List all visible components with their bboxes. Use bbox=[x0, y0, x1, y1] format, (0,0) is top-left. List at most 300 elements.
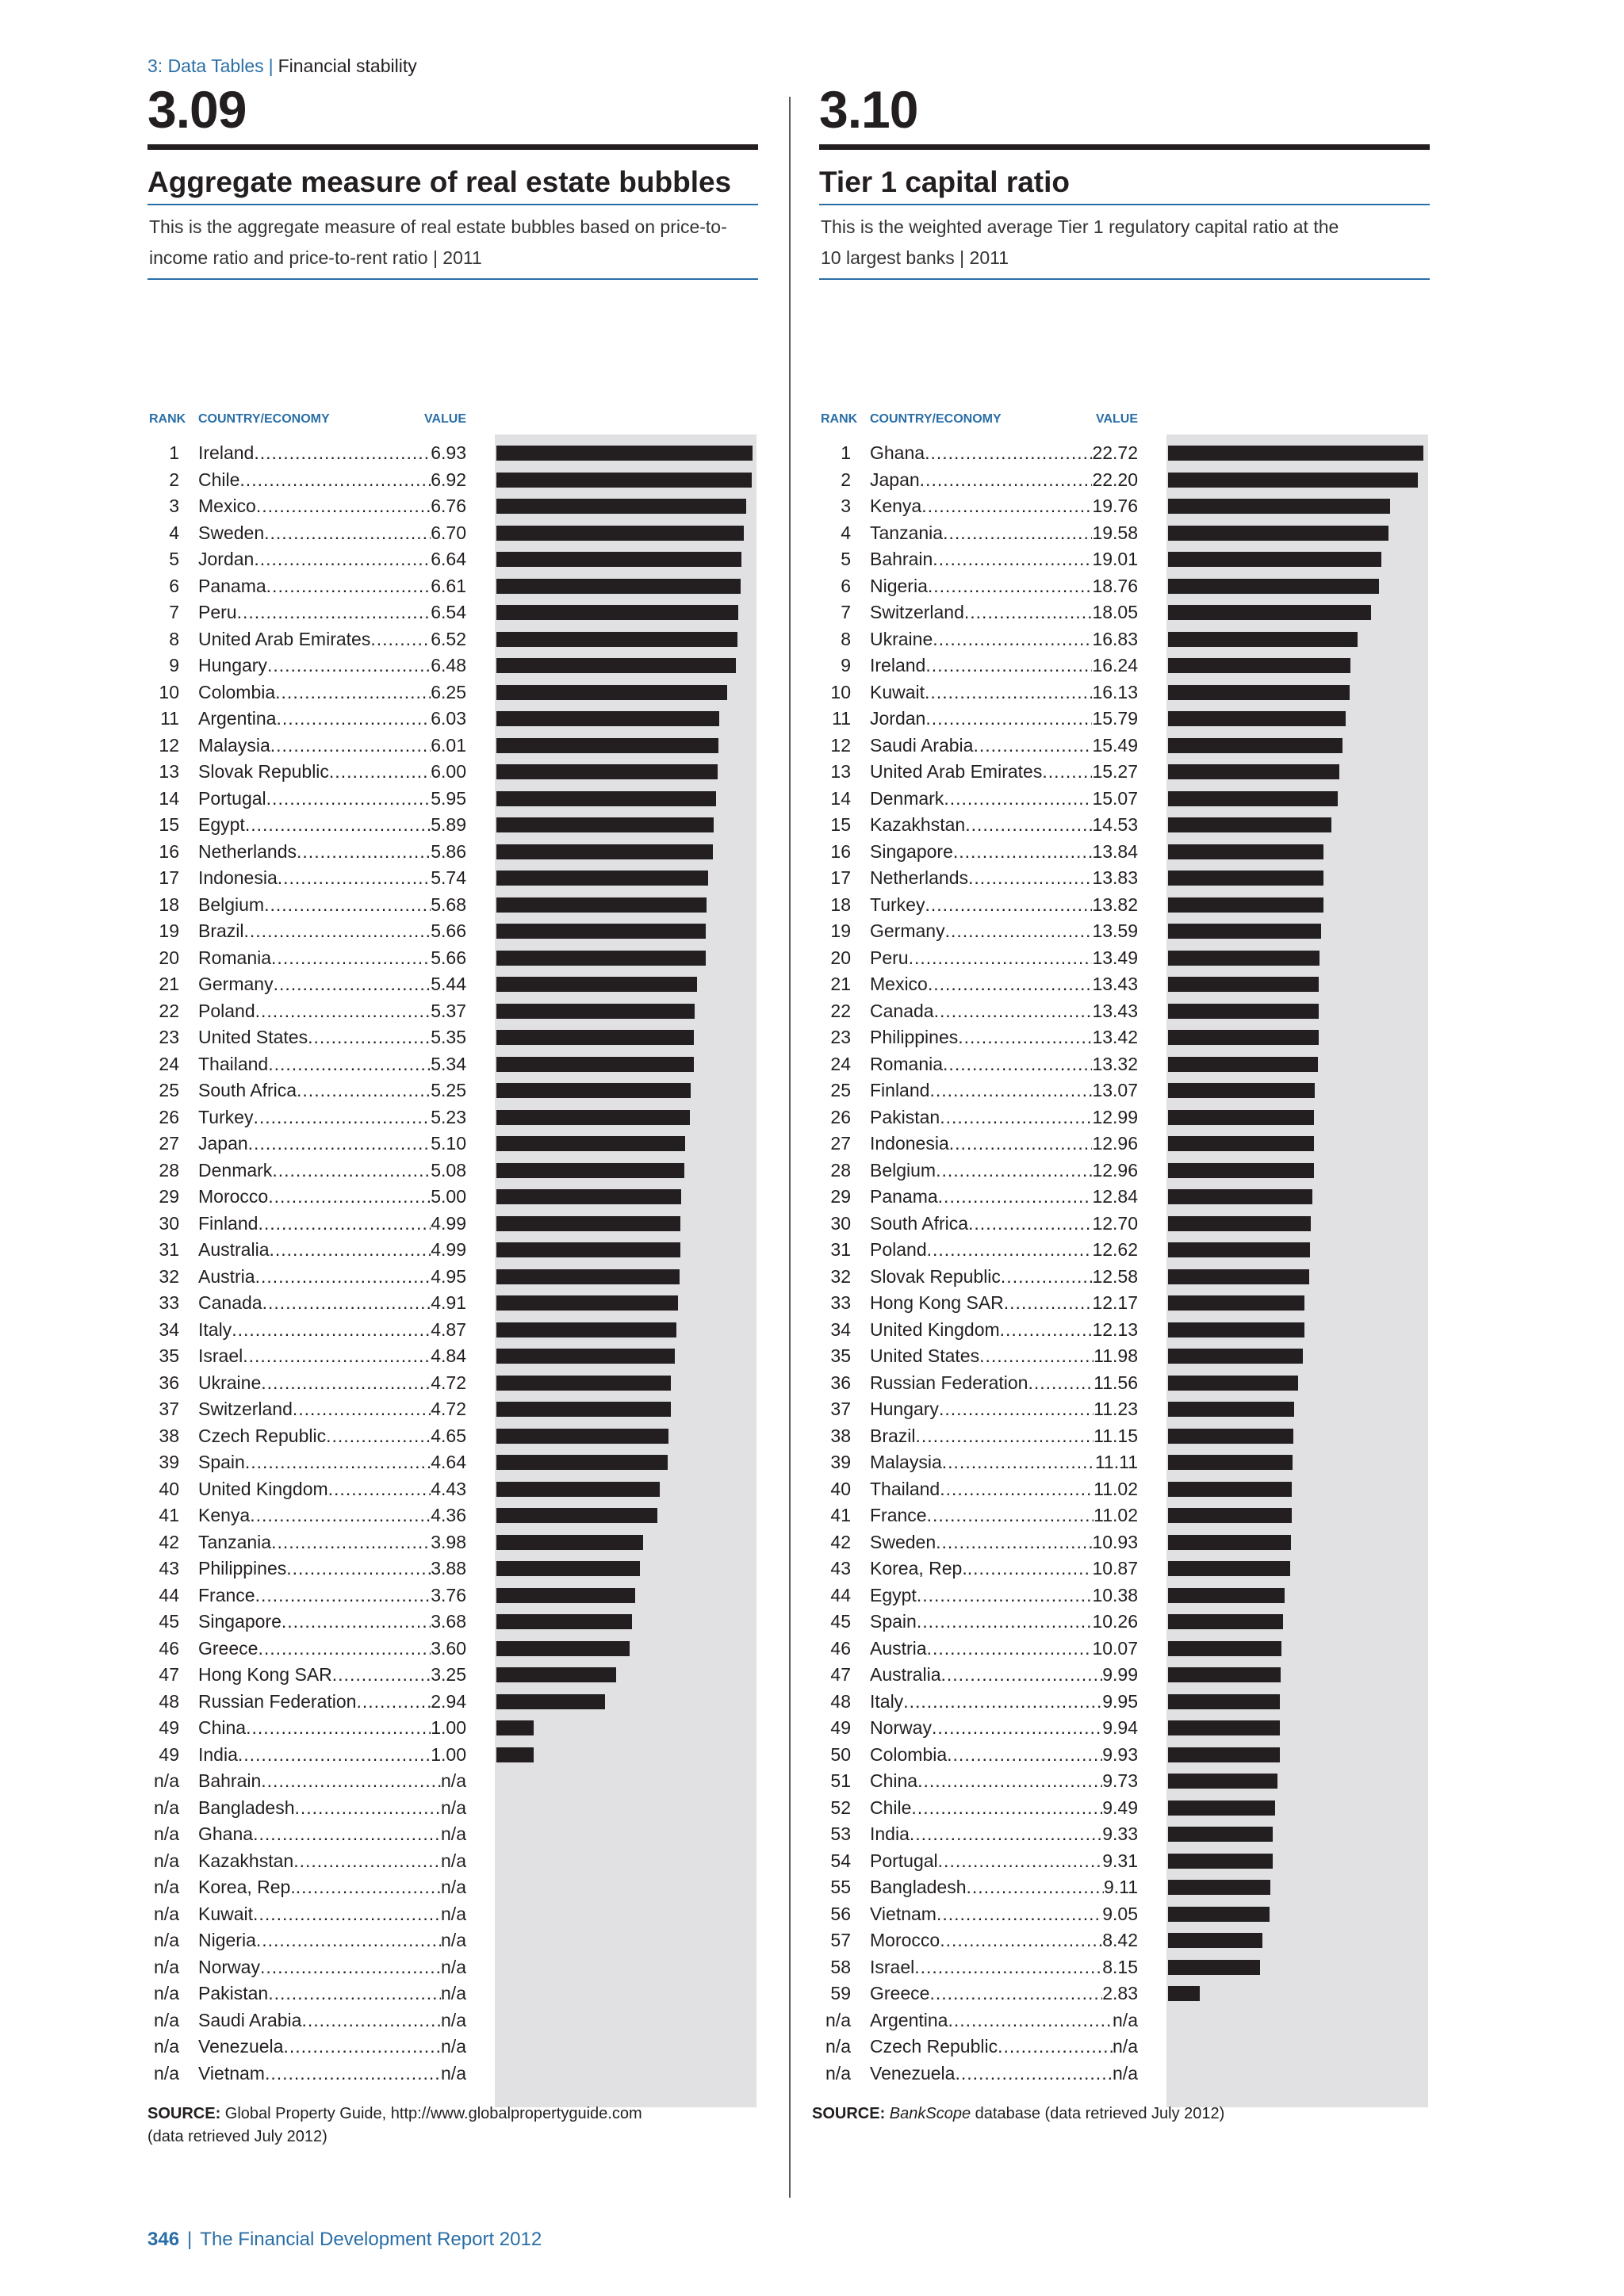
dot-leader bbox=[939, 1396, 1094, 1423]
dot-leader bbox=[927, 1636, 1093, 1663]
row-value: 11.11 bbox=[1094, 1452, 1138, 1472]
table-row bbox=[147, 1715, 758, 1742]
row-leader bbox=[870, 1104, 1138, 1131]
row-rank: 47 bbox=[830, 1664, 851, 1685]
dot-leader bbox=[927, 1237, 1093, 1264]
row-country: Singapore bbox=[870, 840, 953, 862]
row-country: Czech Republic bbox=[198, 1425, 327, 1446]
table-row bbox=[819, 1051, 1430, 1078]
row-leader bbox=[198, 1077, 466, 1104]
row-country: India bbox=[198, 1743, 238, 1765]
row-value: 12.17 bbox=[1092, 1292, 1138, 1313]
dot-leader bbox=[938, 1184, 1093, 1211]
row-leader bbox=[198, 1582, 466, 1609]
row-country: Ireland bbox=[870, 655, 926, 675]
row-value: 11.56 bbox=[1094, 1372, 1138, 1393]
row-rank: n/a bbox=[154, 1823, 179, 1844]
row-leader bbox=[870, 706, 1138, 733]
row-rank: 24 bbox=[159, 1053, 179, 1074]
header-value: VALUE bbox=[423, 412, 466, 426]
table-row bbox=[819, 1024, 1430, 1051]
value-bar bbox=[496, 1189, 681, 1204]
row-country: Egypt bbox=[870, 1584, 917, 1605]
table-row bbox=[147, 1980, 758, 2007]
row-value: 5.25 bbox=[431, 1080, 466, 1100]
row-leader bbox=[198, 1449, 466, 1476]
row-leader bbox=[198, 1689, 466, 1716]
row-rank: 33 bbox=[830, 1292, 851, 1313]
table-row bbox=[819, 1689, 1430, 1716]
value-bar bbox=[496, 473, 752, 488]
value-bar bbox=[496, 1429, 668, 1444]
dot-leader bbox=[268, 1980, 441, 2007]
value-bar bbox=[1168, 1189, 1312, 1204]
row-country: France bbox=[198, 1584, 255, 1605]
table-row bbox=[819, 1423, 1430, 1450]
value-bar bbox=[1168, 951, 1320, 966]
row-rank: 41 bbox=[159, 1505, 179, 1525]
row-value: 15.79 bbox=[1092, 708, 1138, 729]
row-leader bbox=[198, 520, 466, 547]
table-row bbox=[147, 1476, 758, 1503]
table-row bbox=[147, 1184, 758, 1211]
row-rank: 49 bbox=[159, 1743, 179, 1765]
row-rank: 2 bbox=[841, 469, 851, 490]
row-country: Switzerland bbox=[870, 602, 964, 622]
row-leader bbox=[198, 2061, 466, 2087]
table-row bbox=[819, 2061, 1430, 2087]
row-country: Switzerland bbox=[198, 1399, 293, 1419]
row-rank: 9 bbox=[169, 655, 179, 675]
row-value: 4.99 bbox=[431, 1212, 466, 1234]
row-country: Brazil bbox=[198, 920, 244, 941]
dot-leader bbox=[370, 626, 431, 653]
row-value: 8.42 bbox=[1102, 1930, 1138, 1950]
table-row bbox=[819, 1343, 1430, 1370]
dot-leader bbox=[246, 1715, 431, 1742]
dot-leader bbox=[271, 1529, 431, 1556]
row-value: n/a bbox=[441, 1930, 466, 1950]
row-leader bbox=[870, 1795, 1138, 1822]
row-value: 6.48 bbox=[431, 655, 466, 675]
table-row bbox=[819, 1768, 1430, 1795]
breadcrumb-section[interactable]: 3: Data Tables bbox=[147, 55, 264, 76]
row-country: Slovak Republic bbox=[870, 1265, 1001, 1287]
row-value: 22.72 bbox=[1092, 442, 1138, 463]
value-bar bbox=[496, 552, 741, 567]
row-value: 3.88 bbox=[431, 1558, 466, 1578]
dot-leader bbox=[253, 1901, 441, 1928]
value-bar bbox=[496, 632, 737, 647]
value-bar bbox=[1168, 1667, 1281, 1682]
row-country: Pakistan bbox=[198, 1983, 269, 2003]
value-bar bbox=[496, 1110, 690, 1125]
table-row bbox=[147, 520, 758, 547]
dot-leader bbox=[979, 1343, 1094, 1370]
row-country: Ghana bbox=[870, 442, 925, 463]
dot-leader bbox=[266, 573, 431, 600]
table-row bbox=[819, 573, 1430, 600]
row-leader bbox=[198, 1131, 466, 1158]
row-rank: 16 bbox=[159, 840, 179, 862]
row-value: 6.52 bbox=[431, 628, 466, 649]
value-bar bbox=[496, 791, 716, 806]
value-bar bbox=[1168, 1588, 1285, 1603]
dot-leader bbox=[268, 1184, 431, 1211]
row-leader bbox=[198, 546, 466, 573]
row-value: n/a bbox=[1113, 2036, 1138, 2057]
row-leader bbox=[198, 706, 466, 733]
row-country: Denmark bbox=[870, 787, 944, 809]
source-note-right bbox=[812, 2103, 1415, 2126]
dot-leader bbox=[256, 493, 431, 520]
row-rank: 31 bbox=[159, 1239, 179, 1260]
table-row bbox=[819, 1476, 1430, 1503]
row-country: Turkey bbox=[198, 1106, 254, 1127]
row-country: Finland bbox=[870, 1080, 930, 1100]
row-leader bbox=[198, 440, 466, 467]
row-value: 10.87 bbox=[1092, 1558, 1138, 1578]
value-bar bbox=[496, 526, 744, 541]
dot-leader bbox=[933, 546, 1092, 573]
row-country: Norway bbox=[198, 1956, 260, 1977]
dot-leader bbox=[243, 1343, 431, 1370]
row-rank: 29 bbox=[830, 1186, 851, 1207]
dot-leader bbox=[250, 1502, 431, 1529]
value-bar bbox=[1168, 1376, 1298, 1391]
value-bar bbox=[496, 499, 746, 514]
row-rank: 21 bbox=[159, 974, 179, 994]
table-row bbox=[819, 812, 1430, 839]
row-country: Saudi Arabia bbox=[198, 2009, 302, 2030]
row-leader bbox=[870, 1768, 1138, 1795]
value-bar bbox=[1168, 1720, 1280, 1735]
row-country: Italy bbox=[198, 1318, 232, 1340]
dot-leader bbox=[255, 1582, 431, 1609]
value-bar bbox=[496, 1083, 691, 1098]
source-label: SOURCE: bbox=[812, 2105, 886, 2122]
row-leader bbox=[198, 1051, 466, 1078]
row-country: Panama bbox=[198, 575, 266, 596]
table-row bbox=[147, 1954, 758, 1981]
row-value: n/a bbox=[441, 2062, 466, 2084]
dot-leader bbox=[261, 1370, 431, 1397]
row-leader bbox=[198, 1742, 466, 1769]
row-country: United Arab Emirates bbox=[198, 628, 371, 649]
dot-leader bbox=[255, 1264, 431, 1291]
table-number: 3.10 bbox=[819, 80, 918, 139]
value-bar bbox=[496, 579, 741, 594]
row-country: Venezuela bbox=[870, 2062, 956, 2084]
table-row bbox=[147, 786, 758, 813]
dot-leader bbox=[947, 1742, 1102, 1769]
row-country: Italy bbox=[870, 1690, 904, 1712]
row-value: 4.95 bbox=[431, 1265, 466, 1287]
row-value: 13.43 bbox=[1092, 974, 1138, 994]
row-leader bbox=[870, 2034, 1138, 2061]
table-row bbox=[819, 1874, 1430, 1901]
row-leader bbox=[198, 1104, 466, 1131]
row-country: Thailand bbox=[198, 1053, 269, 1074]
row-rank: n/a bbox=[154, 1930, 179, 1950]
dot-leader bbox=[943, 1051, 1092, 1078]
table-row bbox=[819, 467, 1430, 494]
row-leader bbox=[870, 626, 1138, 653]
dot-leader bbox=[269, 1237, 431, 1264]
value-bar bbox=[1168, 1907, 1270, 1922]
row-rank: 46 bbox=[159, 1637, 179, 1659]
table-row bbox=[147, 1582, 758, 1609]
row-country: China bbox=[870, 1770, 918, 1791]
value-bar bbox=[496, 1667, 616, 1682]
row-leader bbox=[870, 1370, 1138, 1397]
dot-leader bbox=[308, 1024, 431, 1051]
row-leader bbox=[198, 1636, 466, 1663]
row-leader bbox=[870, 892, 1138, 919]
row-rank: 31 bbox=[830, 1239, 851, 1260]
row-leader bbox=[870, 1715, 1138, 1742]
row-leader bbox=[870, 573, 1138, 600]
row-rank: 34 bbox=[159, 1318, 179, 1340]
dot-leader bbox=[293, 1396, 431, 1423]
row-leader bbox=[198, 1901, 466, 1928]
table-row bbox=[819, 1742, 1430, 1769]
dot-leader bbox=[925, 706, 1092, 733]
row-value: 5.95 bbox=[431, 787, 466, 809]
dot-leader bbox=[329, 759, 431, 786]
row-country: Romania bbox=[198, 947, 272, 968]
table-3-09 bbox=[147, 79, 758, 2084]
row-country: Russian Federation bbox=[870, 1372, 1028, 1393]
row-country: Hungary bbox=[198, 655, 267, 675]
value-bar bbox=[496, 924, 706, 939]
value-bar bbox=[1168, 1322, 1304, 1337]
table-row bbox=[819, 839, 1430, 866]
row-leader bbox=[870, 1742, 1138, 1769]
row-value: 5.00 bbox=[431, 1186, 466, 1207]
value-bar bbox=[1168, 1535, 1291, 1550]
row-country: Tanzania bbox=[198, 1531, 272, 1552]
row-rank: 48 bbox=[830, 1690, 851, 1712]
row-rank: 18 bbox=[159, 894, 179, 915]
row-leader bbox=[198, 812, 466, 839]
row-leader bbox=[870, 1449, 1138, 1476]
dot-leader bbox=[917, 1609, 1093, 1636]
row-value: 12.99 bbox=[1092, 1106, 1138, 1127]
row-value: 18.76 bbox=[1092, 575, 1138, 596]
value-bar bbox=[496, 897, 707, 913]
dot-leader bbox=[936, 1158, 1092, 1184]
row-country: Japan bbox=[198, 1133, 248, 1154]
row-country: Vietnam bbox=[198, 2062, 265, 2084]
row-leader bbox=[198, 2007, 466, 2034]
dot-leader bbox=[940, 1927, 1102, 1954]
row-value: 9.95 bbox=[1102, 1690, 1138, 1712]
row-country: Slovak Republic bbox=[198, 761, 329, 782]
row-rank: 32 bbox=[830, 1265, 851, 1287]
row-value: 4.99 bbox=[431, 1239, 466, 1260]
dot-leader bbox=[955, 2061, 1113, 2087]
row-country: Israel bbox=[198, 1345, 243, 1366]
row-country: France bbox=[870, 1505, 927, 1525]
row-leader bbox=[870, 1290, 1138, 1317]
column-headers bbox=[819, 412, 1430, 431]
dot-leader bbox=[328, 1476, 431, 1503]
row-leader bbox=[870, 1343, 1138, 1370]
row-rank: 20 bbox=[830, 947, 851, 968]
row-leader bbox=[198, 971, 466, 998]
table-row bbox=[819, 706, 1430, 733]
value-bar bbox=[1168, 791, 1338, 806]
row-rank: 10 bbox=[830, 681, 851, 702]
value-bar bbox=[496, 1482, 660, 1497]
table-row bbox=[147, 1689, 758, 1716]
row-rank: 1 bbox=[841, 442, 851, 463]
row-rank: 35 bbox=[830, 1345, 851, 1366]
row-country: Hong Kong SAR bbox=[198, 1664, 332, 1685]
value-bar bbox=[496, 1455, 668, 1470]
dot-leader bbox=[256, 1927, 441, 1954]
row-rank: 50 bbox=[830, 1743, 851, 1765]
value-bar bbox=[496, 1614, 632, 1629]
dot-leader bbox=[934, 998, 1093, 1025]
row-country: Kazakhstan bbox=[870, 814, 966, 835]
table-row bbox=[819, 1211, 1430, 1238]
table-number: 3.09 bbox=[147, 80, 247, 139]
table-row bbox=[147, 546, 758, 573]
row-rank: 36 bbox=[159, 1372, 179, 1393]
row-leader bbox=[198, 1821, 466, 1848]
row-leader bbox=[198, 759, 466, 786]
row-country: United States bbox=[198, 1027, 308, 1047]
dot-leader bbox=[936, 1529, 1092, 1556]
row-rank: 17 bbox=[830, 867, 851, 888]
row-value: 10.26 bbox=[1092, 1611, 1138, 1632]
dot-leader bbox=[264, 520, 431, 547]
row-rank: 44 bbox=[830, 1584, 851, 1605]
dot-leader bbox=[948, 2007, 1113, 2034]
table-row bbox=[819, 1131, 1430, 1158]
row-country: Nigeria bbox=[870, 575, 928, 596]
row-value: 4.36 bbox=[431, 1505, 466, 1525]
table-row bbox=[147, 1768, 758, 1795]
row-rank: 36 bbox=[830, 1372, 851, 1393]
row-rank: 43 bbox=[830, 1558, 851, 1578]
row-rank: 26 bbox=[830, 1106, 851, 1127]
dot-leader bbox=[295, 1795, 442, 1822]
value-bar bbox=[496, 1694, 605, 1709]
dot-leader bbox=[910, 1821, 1102, 1848]
row-rank: 48 bbox=[159, 1690, 179, 1712]
table-3-10 bbox=[819, 79, 1430, 2084]
row-rank: 9 bbox=[841, 655, 851, 675]
row-rank: 3 bbox=[841, 496, 851, 516]
value-bar bbox=[1168, 1136, 1314, 1151]
value-bar bbox=[1168, 1774, 1277, 1789]
row-value: 9.33 bbox=[1102, 1823, 1138, 1844]
row-leader bbox=[870, 1529, 1138, 1556]
row-value: 5.74 bbox=[431, 867, 466, 888]
dot-leader bbox=[253, 1821, 441, 1848]
table-row bbox=[819, 1795, 1430, 1822]
value-bar bbox=[496, 1136, 685, 1151]
dot-leader bbox=[258, 1636, 431, 1663]
row-value: 5.08 bbox=[431, 1159, 466, 1181]
dot-leader bbox=[920, 467, 1093, 494]
value-bar bbox=[1168, 1827, 1273, 1842]
row-rank: 29 bbox=[159, 1186, 179, 1207]
dot-leader bbox=[326, 1423, 431, 1450]
row-country: Greece bbox=[870, 1983, 930, 2003]
row-value: 9.73 bbox=[1102, 1770, 1138, 1791]
description-line: income ratio and price-to-rent ratio | 2011 bbox=[149, 247, 482, 268]
dot-leader bbox=[270, 733, 431, 760]
dot-leader bbox=[914, 1954, 1102, 1981]
row-rank: 28 bbox=[159, 1159, 179, 1181]
row-country: Japan bbox=[870, 469, 920, 490]
row-leader bbox=[198, 1529, 466, 1556]
table-row bbox=[147, 1264, 758, 1291]
row-country: Panama bbox=[870, 1186, 938, 1207]
table-title: Tier 1 capital ratio bbox=[819, 166, 1070, 198]
row-country: Kuwait bbox=[198, 1903, 254, 1924]
row-value: 5.68 bbox=[431, 894, 466, 915]
value-bar bbox=[1168, 658, 1350, 673]
dot-leader bbox=[965, 812, 1092, 839]
row-leader bbox=[870, 599, 1138, 626]
dot-leader bbox=[953, 839, 1093, 866]
row-leader bbox=[870, 652, 1138, 679]
dot-leader bbox=[254, 440, 431, 467]
dot-leader bbox=[949, 1131, 1093, 1158]
dot-leader bbox=[916, 1423, 1094, 1450]
row-country: Sweden bbox=[198, 522, 265, 543]
row-leader bbox=[870, 1051, 1138, 1078]
table-row bbox=[819, 786, 1430, 813]
row-value: 12.96 bbox=[1092, 1133, 1138, 1154]
table-row bbox=[819, 1370, 1430, 1397]
row-rank: 56 bbox=[830, 1903, 851, 1924]
row-leader bbox=[198, 1927, 466, 1954]
row-country: Austria bbox=[870, 1637, 927, 1659]
row-rank: 47 bbox=[159, 1664, 179, 1685]
table-row bbox=[819, 546, 1430, 573]
table-row bbox=[819, 1529, 1430, 1556]
row-rank: 49 bbox=[159, 1717, 179, 1738]
row-leader bbox=[198, 1290, 466, 1317]
dot-leader bbox=[921, 493, 1092, 520]
value-bar bbox=[496, 658, 736, 673]
dot-leader bbox=[265, 2061, 441, 2087]
value-bar bbox=[1168, 526, 1388, 541]
column-divider bbox=[789, 97, 791, 2198]
row-country: Germany bbox=[870, 920, 945, 941]
value-bar bbox=[496, 1641, 630, 1656]
value-bar bbox=[1168, 1854, 1273, 1869]
value-bar bbox=[1168, 1057, 1318, 1072]
row-country: Jordan bbox=[870, 708, 926, 729]
row-country: United Kingdom bbox=[198, 1478, 328, 1499]
row-rank: n/a bbox=[154, 1956, 179, 1977]
source-label: SOURCE: bbox=[147, 2105, 221, 2122]
row-country: India bbox=[870, 1823, 910, 1844]
value-bar bbox=[1168, 1030, 1319, 1045]
breadcrumb-separator: | bbox=[268, 55, 274, 76]
row-leader bbox=[870, 1264, 1138, 1291]
row-rank: n/a bbox=[825, 2036, 851, 2057]
row-leader bbox=[198, 1317, 466, 1344]
value-bar bbox=[496, 844, 713, 859]
